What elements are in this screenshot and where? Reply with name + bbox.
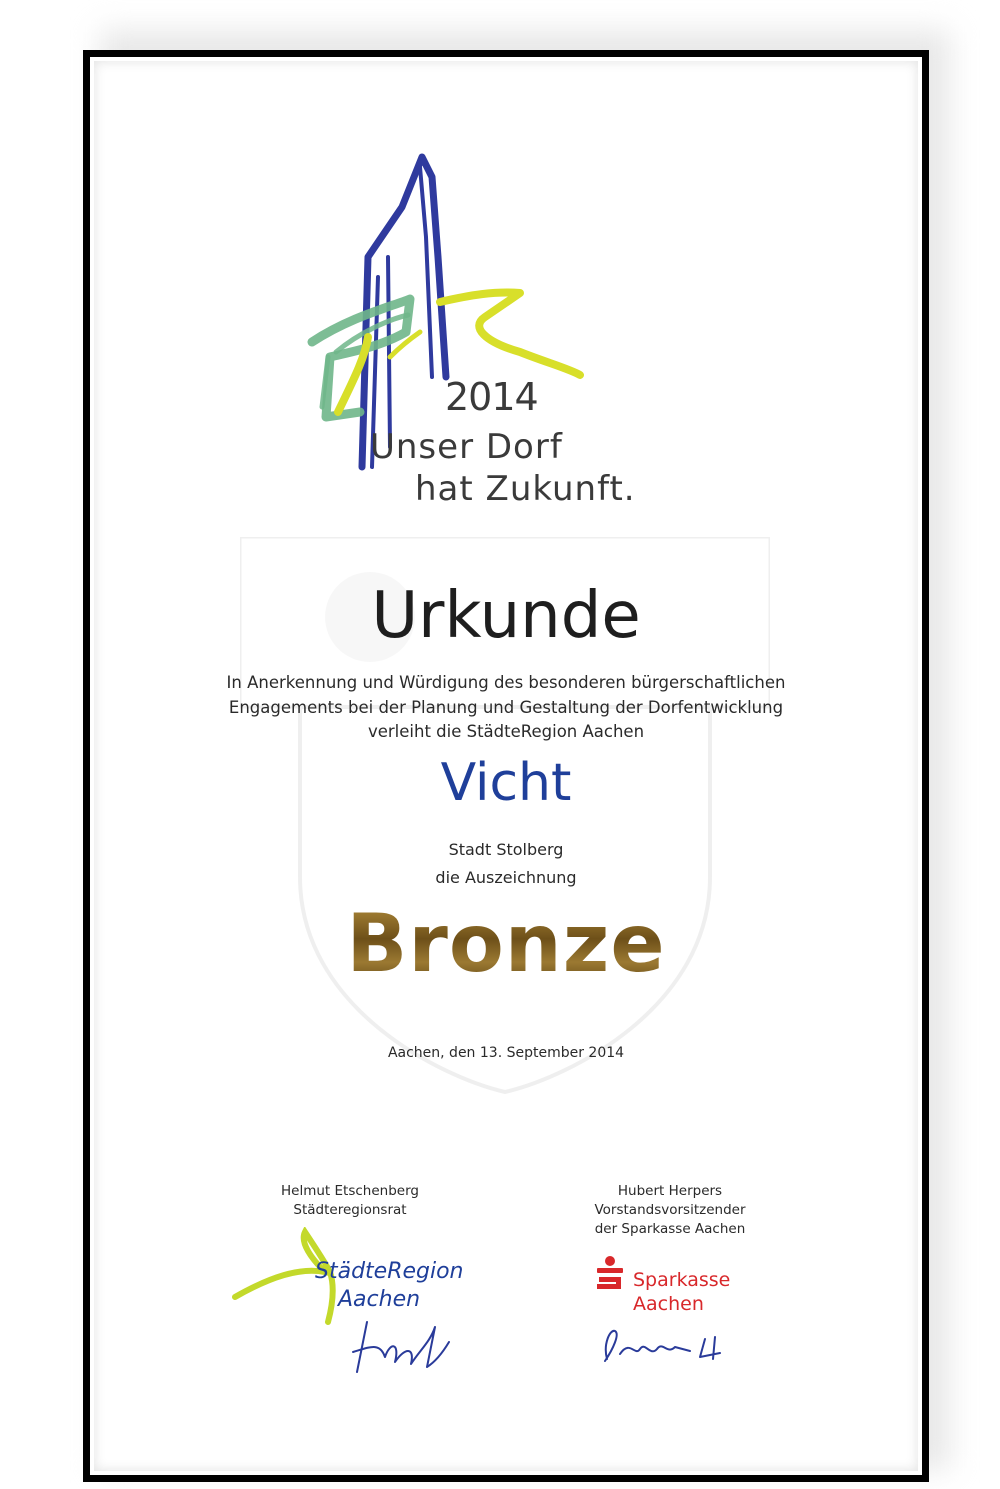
- signatory-left: [250, 1182, 450, 1220]
- signatory-right: [565, 1182, 775, 1239]
- certificate-frame: [83, 50, 929, 1482]
- sparkasse-logo-line2: Aachen: [633, 1293, 704, 1315]
- body-line-1: In Anerkennung und Würdigung des besonderen bürgerschaftlichen: [226, 673, 786, 692]
- signatory-left-name: Helmut Etschenberg: [281, 1183, 419, 1199]
- recipient-name: Vicht: [440, 753, 572, 813]
- signature-left: [345, 1302, 455, 1387]
- sparkasse-s-icon: [595, 1255, 625, 1295]
- award-intro: die Auszeichnung: [435, 868, 577, 887]
- body-line-3: verleiht die StädteRegion Aachen: [367, 722, 645, 741]
- signature-right: [595, 1319, 745, 1369]
- staedteregion-logo-line2: Aachen: [338, 1287, 421, 1312]
- signatory-right-name: Hubert Herpers: [617, 1183, 723, 1199]
- certificate-title: Urkunde: [371, 579, 641, 653]
- logo-slogan-line2: hat Zukunft.: [415, 469, 636, 509]
- logo-slogan-line1: Unser Dorf: [370, 427, 563, 467]
- sparkasse-logo-line1: Sparkasse: [633, 1269, 731, 1291]
- signatory-right-role: Vorstandsvorsitzender: [594, 1202, 746, 1218]
- signatory-left-role: Städteregionsrat: [293, 1202, 407, 1218]
- award-level: Bronze: [90, 897, 922, 990]
- body-line-2: Engagements bei der Planung und Gestaltung der Dorfentwicklung: [228, 698, 784, 717]
- staedteregion-logo-line1: StädteRegion: [315, 1259, 464, 1284]
- recipient-town: Stadt Stolberg: [448, 840, 564, 859]
- signatory-right-role-2: der Sparkasse Aachen: [594, 1221, 746, 1237]
- date-line: Aachen, den 13. September 2014: [387, 1045, 625, 1061]
- logo-year: 2014: [445, 375, 538, 419]
